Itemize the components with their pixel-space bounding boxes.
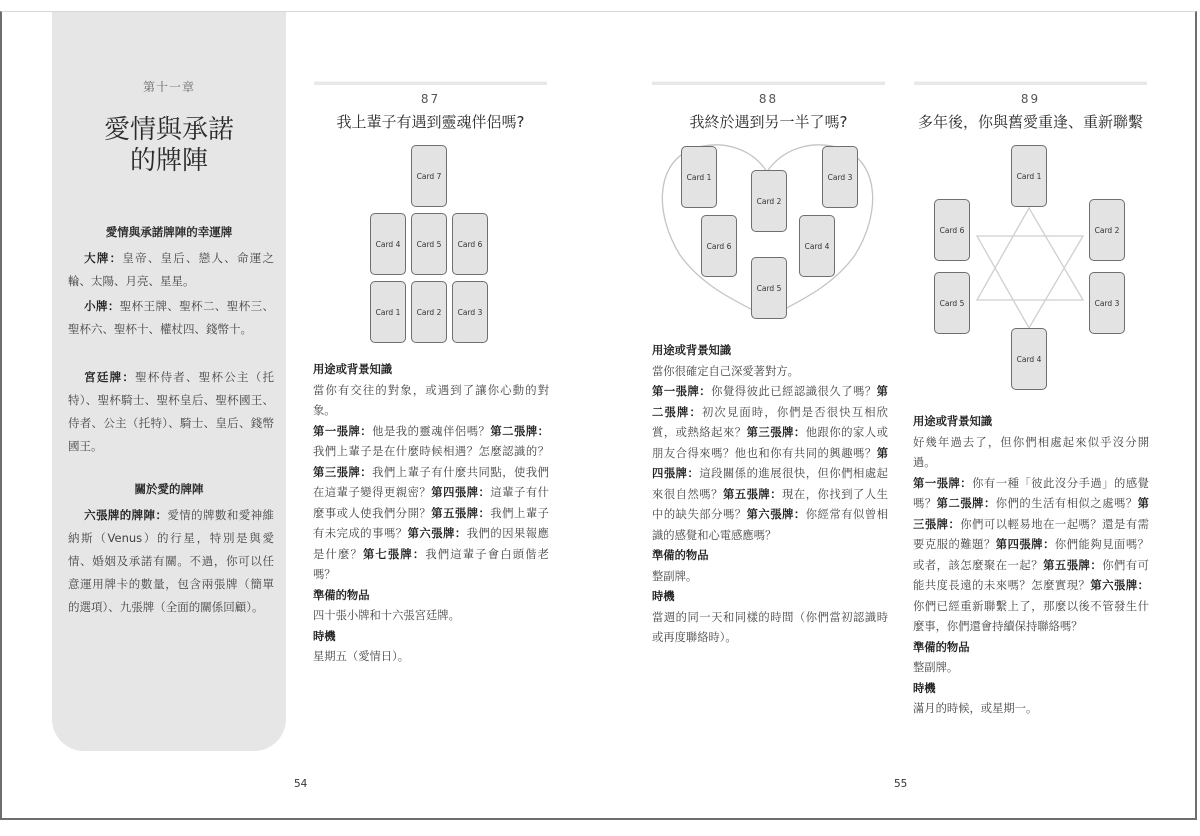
position-label: 第六張牌： — [1090, 579, 1149, 592]
tarot-card-3: Card 3 — [822, 146, 858, 208]
position-label: 第二張牌： — [490, 424, 549, 438]
spread-title: 我終於遇到另一半了嗎? — [689, 113, 848, 131]
timing-heading: 時機 — [313, 629, 336, 643]
position-text: 我們上輩子有什麼共同點，使我們在這輩子變得更親密？ — [313, 465, 549, 499]
positions-text — [913, 474, 1149, 638]
tarot-card-1: Card 1 — [1011, 145, 1047, 207]
tarot-card-4: Card 4 — [799, 215, 835, 277]
position-text: 你有一種「彼此沒分手過」的感覺嗎？ — [913, 476, 1149, 510]
timing-heading: 時機 — [913, 681, 936, 695]
timing-text: 星期五（愛情日）。 — [313, 650, 410, 663]
position-text: 現在，你找到了人生中的缺失部分嗎？ — [652, 487, 888, 521]
tarot-card-5: Card 5 — [411, 213, 447, 275]
chapter-title-line: 的牌陣 — [129, 146, 208, 176]
position-label: 第六張牌： — [746, 508, 806, 521]
position-label: 第二張牌： — [652, 385, 888, 419]
position-text: 我們這輩子會白頭偕老嗎？ — [313, 547, 549, 581]
tarot-card-2: Card 2 — [1089, 199, 1125, 261]
chapter-label: 第十一章 — [142, 80, 195, 94]
star-triangle-up — [977, 208, 1083, 300]
section-rule — [314, 81, 547, 85]
position-label: 第七張牌： — [362, 547, 426, 561]
purpose-heading: 用途或背景知識 — [913, 415, 993, 428]
page-number-right: 55 — [894, 778, 908, 790]
item-label: 六張牌的牌陣： — [84, 508, 168, 522]
tarot-card-1: Card 1 — [681, 146, 717, 208]
position-text: 這段關係的進展很快，但你們相處起來很自然嗎？ — [652, 467, 888, 501]
tarot-card-3: Card 3 — [452, 281, 488, 343]
tarot-card-6: Card 6 — [452, 213, 488, 275]
position-text: 這輩子有什麼事或人使我們分開？ — [313, 486, 549, 520]
position-label: 第一張牌： — [313, 424, 373, 438]
materials-heading: 準備的物品 — [313, 588, 370, 602]
item-label: 大牌： — [84, 251, 123, 265]
position-text: 你們已經重新聯繫上了，那麼以後不管發生什麼事，你們還會持續保持聯絡嗎？ — [913, 599, 1149, 633]
tarot-card-6: Card 6 — [934, 199, 970, 261]
position-label: 第二張牌： — [936, 497, 996, 510]
section-rule — [652, 81, 885, 85]
item-text: 皇帝、皇后、戀人、命運之輪、太陽、月亮、星星。 — [68, 251, 275, 288]
position-label: 第三張牌： — [913, 497, 1149, 531]
position-label: 第五張牌： — [431, 506, 491, 520]
position-label: 第五張牌： — [1043, 558, 1103, 572]
position-label: 第三張牌： — [746, 426, 806, 439]
position-text: 你們的生活有相似之處嗎？ — [995, 497, 1138, 510]
timing-text: 當週的同一天和同樣的時間（你們當初認識時或再度聯絡時）。 — [652, 610, 888, 644]
spread-87-text — [313, 360, 549, 668]
timing-text: 滿月的時候，或星期一。 — [913, 702, 1038, 715]
position-text: 你覺得彼此已經認識很久了嗎？ — [711, 385, 877, 398]
item-label: 小牌： — [84, 299, 120, 313]
tarot-card-3: Card 3 — [1089, 272, 1125, 334]
tarot-card-4: Card 4 — [1011, 328, 1047, 390]
position-label: 第四張牌： — [431, 486, 491, 499]
position-text: 你經常有似曾相識的感覺和心電感應嗎？ — [652, 508, 888, 542]
position-text: 你們有可能共度長遠的未來嗎？怎麼實現？ — [913, 558, 1149, 592]
tarot-card-7: Card 7 — [411, 145, 447, 207]
about-love-heading: 關於愛的牌陣 — [134, 482, 204, 496]
materials-heading: 準備的物品 — [913, 640, 970, 654]
tarot-card-5: Card 5 — [751, 257, 787, 319]
purpose-heading: 用途或背景知識 — [652, 344, 732, 357]
position-label: 第六張牌： — [407, 527, 467, 540]
position-label: 第五張牌： — [722, 487, 783, 501]
position-text: 他跟你的家人或朋友合得來嗎？他也和你有共同的興趣嗎？ — [652, 426, 888, 460]
position-text: 初次見面時，你們是否很快互相欣賞，或熱絡起來？ — [652, 405, 888, 439]
spread-88-text — [652, 341, 888, 649]
purpose-text: 好幾年過去了，但你們相處起來似乎沒分開過。 — [913, 435, 1149, 469]
star-triangle-down — [977, 236, 1083, 328]
position-text: 他是我的靈魂伴侶嗎？ — [372, 424, 491, 438]
tarot-card-6: Card 6 — [701, 215, 737, 277]
position-text: 你們能夠見面嗎？或者，該怎麼聚在一起？ — [913, 538, 1149, 572]
item-text: 聖杯侍者、聖杯公主（托特）、聖杯騎士、聖杯皇后、聖杯國王、侍者、公主（托特）、騎士、皇后、錢幣國王。 — [68, 370, 275, 453]
position-label: 第一張牌： — [913, 476, 973, 490]
tarot-card-5: Card 5 — [934, 272, 970, 334]
purpose-heading: 用途或背景知識 — [313, 363, 393, 376]
position-label: 第四張牌： — [995, 538, 1055, 551]
tarot-card-4: Card 4 — [370, 213, 406, 275]
item-label: 宮廷牌： — [84, 370, 136, 384]
chapter-title-line: 愛情與承諾 — [103, 115, 234, 145]
tarot-card-2: Card 2 — [751, 170, 787, 232]
spread-number: 87 — [420, 92, 441, 106]
tarot-card-1: Card 1 — [370, 281, 406, 343]
section-rule — [914, 81, 1147, 85]
page-number-left: 54 — [294, 778, 308, 790]
position-text: 我們上輩子是在什麼時候相遇？怎麼認識的？ — [313, 445, 549, 458]
lucky-cards-heading: 愛情與承諾牌陣的幸運牌 — [105, 225, 233, 239]
purpose-text: 當你有交往的對象，或遇到了讓你心動的對象。 — [313, 383, 549, 417]
materials-text: 四十張小牌和十六張宮廷牌。 — [313, 609, 460, 622]
spread-number: 88 — [758, 92, 779, 106]
spread-title: 多年後，你與舊愛重逢、重新聯繫 — [917, 113, 1143, 131]
item-text: 愛情的牌數和愛神維納斯（Venus）的行星，特別是與愛情、婚姻及承諾有關。不過，你可以任意運用牌卡的數量，包含兩張牌（簡單的選項）、九張牌（全面的關係回顧）。 — [68, 508, 275, 614]
materials-text: 整副牌。 — [652, 569, 698, 583]
position-text: 我們的因果報應是什麼？ — [313, 527, 549, 561]
materials-heading: 準備的物品 — [652, 549, 709, 562]
positions-text — [652, 382, 888, 546]
purpose-text: 當你很確定自己深愛著對方。 — [652, 364, 799, 378]
tarot-card-2: Card 2 — [411, 281, 447, 343]
position-text: 你們可以輕易地在一起嗎？還是有需要克服的難題？ — [913, 517, 1149, 551]
spread-89-text — [913, 412, 1149, 720]
positions-text — [313, 422, 549, 586]
position-label: 第一張牌： — [652, 385, 712, 398]
position-text: 我們上輩子有未完成的事嗎？ — [313, 506, 549, 540]
spread-title: 我上輩子有遇到靈魂伴侶嗎? — [336, 113, 525, 131]
timing-heading: 時機 — [652, 590, 675, 603]
materials-text: 整副牌。 — [913, 661, 959, 674]
item-text: 聖杯王牌、聖杯二、聖杯三、聖杯六、聖杯十、權杖四、錢幣十。 — [68, 299, 275, 336]
position-label: 第三張牌： — [313, 465, 373, 479]
spread-number: 89 — [1020, 92, 1041, 106]
position-label: 第四張牌： — [652, 446, 888, 480]
